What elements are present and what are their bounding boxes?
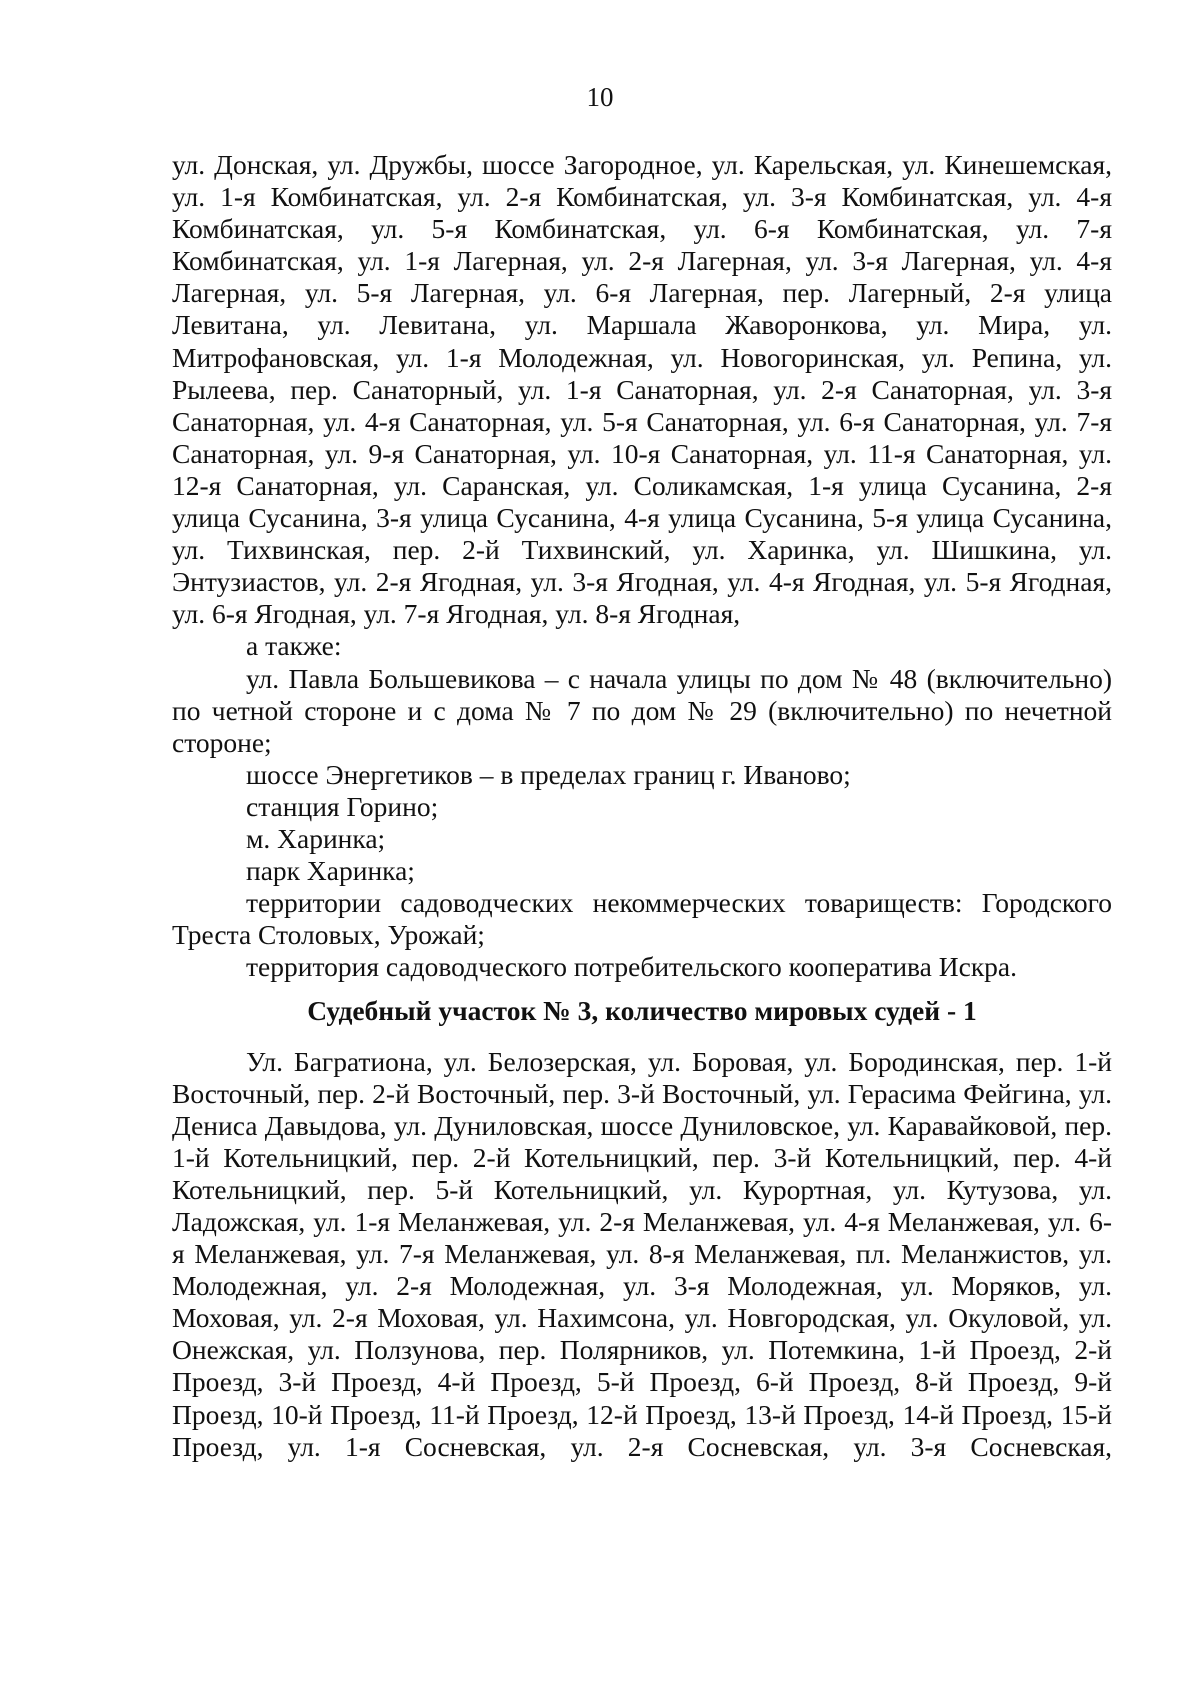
page-number: 10 bbox=[586, 82, 614, 112]
section1-streets-paragraph: ул. Донская, ул. Дружбы, шоссе Загородное, ул. Карельская, ул. Кинешемская, ул. 1-я Комбинатская, ул. 2-я Комбинатская, ул. 3-я Комбинатская, ул. 4-я Комбинатская, ул. 5-я Комбинатская, ул. 6-я Комбинатская, ул. 7-я Комбинатская, ул. 1-я Лагерная, ул. 2-я Лагерная, ул. 3-я Лагерная, ул. 4-я Лагерная, ул. 5-я Лагерная, ул. 6-я Лагерная, пер. Лагерный, 2-я улица Левитана, ул. Левитана, ул. Маршала Жаворонкова, ул. Мира, ул. Митрофановская, ул. 1-я Молодежная, ул. Новогоринская, ул. Репина, ул. Рылеева, пер. Санаторный, ул. 1-я Санаторная, ул. 2-я Санаторная, ул. 3-я Санаторная, ул. 4-я Санаторная, ул. 5-я Санаторная, ул. 6-я Санаторная, ул. 7-я Санаторная, ул. 9-я Санаторная, ул. 10-я Санаторная, ул. 11-я Санаторная, ул. 12-я Санаторная, ул. Саранская, ул. Соликамская, 1-я улица Сусанина, 2-я улица Сусанина, 3-я улица Сусанина, 4-я улица Сусанина, 5-я улица Сусанина, ул. Тихвинская, пер. 2-й Тихвинский, ул. Харинка, ул. Шишкина, ул. Энтузиастов, ул. 2-я Ягодная, ул. 3-я Ягодная, ул. 4-я Ягодная, ул. 5-я Ягодная, ул. 6-я Ягодная, ул. 7-я Ягодная, ул. 8-я Ягодная, bbox=[172, 149, 1112, 630]
section2-streets-paragraph: Ул. Багратиона, ул. Белозерская, ул. Боровая, ул. Бородинская, пер. 1-й Восточный, пер. 2-й Восточный, пер. 3-й Восточный, ул. Герасима Фейгина, ул. Дениса Давыдова, ул. Дуниловская, шоссе Дуниловское, ул. Каравайковой, пер. 1-й Котельницкий, пер. 2-й Котельницкий, пер. 3-й Котельницкий, пер. 4-й Котельницкий, пер. 5-й Котельницкий, ул. Курортная, ул. Кутузова, ул. Ладожская, ул. 1-я Меланжевая, ул. 2-я Меланжевая, ул. 4-я Меланжевая, ул. 6-я Меланжевая, ул. 7-я Меланжевая, ул. 8-я Меланжевая, пл. Меланжистов, ул. Молодежная, ул. 2-я Молодежная, ул. 3-я Молодежная, ул. Моряков, ул. Моховая, ул. 2-я Моховая, ул. Нахимсона, ул. Новгородская, ул. Окуловой, ул. Онежская, ул. Ползунова, пер. Полярников, ул. Потемкина, 1-й Проезд, 2-й Проезд, 3-й Проезд, 4-й Проезд, 5-й Проезд, 6-й Проезд, 8-й Проезд, 9-й Проезд, 10-й Проезд, 11-й Проезд, 12-й Проезд, 13-й Проезд, 14-й Проезд, 15-й Проезд, ул. 1-я Сосневская, ул. 2-я Сосневская, ул. 3-я Сосневская, bbox=[172, 1045, 1112, 1462]
document-body bbox=[172, 149, 1112, 1463]
pavla-bolshevikova-item: ул. Павла Большевикова – с начала улицы по дом № 48 (включительно) по четной стороне и с дома № 7 по дом № 29 (включительно) по нечетной стороне; bbox=[172, 662, 1112, 758]
shosse-energetikov-item: шоссе Энергетиков – в пределах границ г. Иваново; bbox=[246, 758, 851, 790]
m-harinka-item: м. Харинка; bbox=[246, 822, 386, 854]
spk-territory-item: территория садоводческого потребительского кооператива Искра. bbox=[246, 951, 1018, 983]
snt-territories-item: территории садоводческих некоммерческих товариществ: Городского Треста Столовых, Урожай; bbox=[172, 887, 1112, 951]
section2-heading: Судебный участок № 3, количество мировых судей - 1 bbox=[307, 995, 977, 1027]
stanciya-gorino-item: станция Горино; bbox=[246, 790, 439, 822]
park-harinka-item: парк Харинка; bbox=[246, 855, 415, 887]
also-label: а также: bbox=[246, 630, 342, 662]
